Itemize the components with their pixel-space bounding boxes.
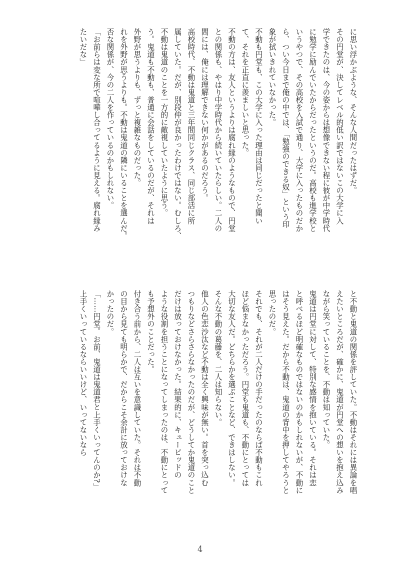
page-number: 4: [197, 545, 203, 554]
text-block-lower: と不動と鬼道の関係を評していた。不動はそれには異論を唱 えたいところだが、確かに、鬼道が円堂への想いを抱え込み ながら笑っていることを、不動は知っていた。 鬼道は円堂に対して、特別な感情を抱いている。それは恋 と呼べるほど明確なものではないのかもしれないが、不動に はそう見えた。だから不動は、鬼道の背中を押してやろうと 思ったのだ。 それでも、それが二人だけの手だったのならば不動もこれ ほど悩まなかっただろう。円堂も鬼道も、不動にとっては 大切な友人だ。どちらかを選ぶことなど、できはしない。 そんな不動の葛藤を、二人は知らない。 他人の色恋沙汰など不動は全く興味が無い。首を突っ込む つもりなどさらさらなかったのだが、どうしてか鬼道のこと だけは放っておけなかった。結果的に、キューピッドの ような役割を担うことになってしまったのは、不動にとって も予想外のことだった。 付き合う前から、二人は互いを意識していた。それは不動 の目から見ても明らかで、だからこそ余計に放っておけな かったのだ。 「……円堂。お前、鬼道は鬼道君と上手くいってんのか?」 上手くいっているならいいけど、いってないなら: [79, 290, 358, 494]
text-block-upper: に思い浮かぶような、そんな人間だったはずだ。 その円堂が、決してレベル的低い訳ではないこの大学に入 学できたのは、今の姿からは想像できない程に彼が中学時代 に勉学に励んでいたからだったというのだ。高校も進学校と いうやつで、その高校を入試で通り、大学に入ったものだか ら、つい今日まで俺の中では、「勉強のできる奴」という印 象が拭いきれていなかった。 不動も円堂も、この大学に入った理由は同じだったと聞い て、それを正直に羨ましいと思った。 不動の方は、友人というよりは腐れ縁のようなもので、円堂 との関係も、やはり中学時代から続いていたらしい。二人の 間には、俺には理解できない何かがあるのだろう。 高校時代、不動は鬼道と三年間同じクラス、同じ部活に所 属していた。だが、別段仲が良かったわけではない。むしろ、 不動は鬼道のことを一方的に敵視していたように思う。 う。鬼道も不動も、普通に会話をしているのだが、それは 外野が思うよりも、ずっと複雑なものだった。 れを外野が思うよりも。不動は鬼道の隣にいることを選んだ。 否な関係が、今の二人を作っているのかもしれない。 「お前らは変な所で喧嘩し合ってるように見える。腐れ縁み たいだな」: [79, 28, 358, 240]
